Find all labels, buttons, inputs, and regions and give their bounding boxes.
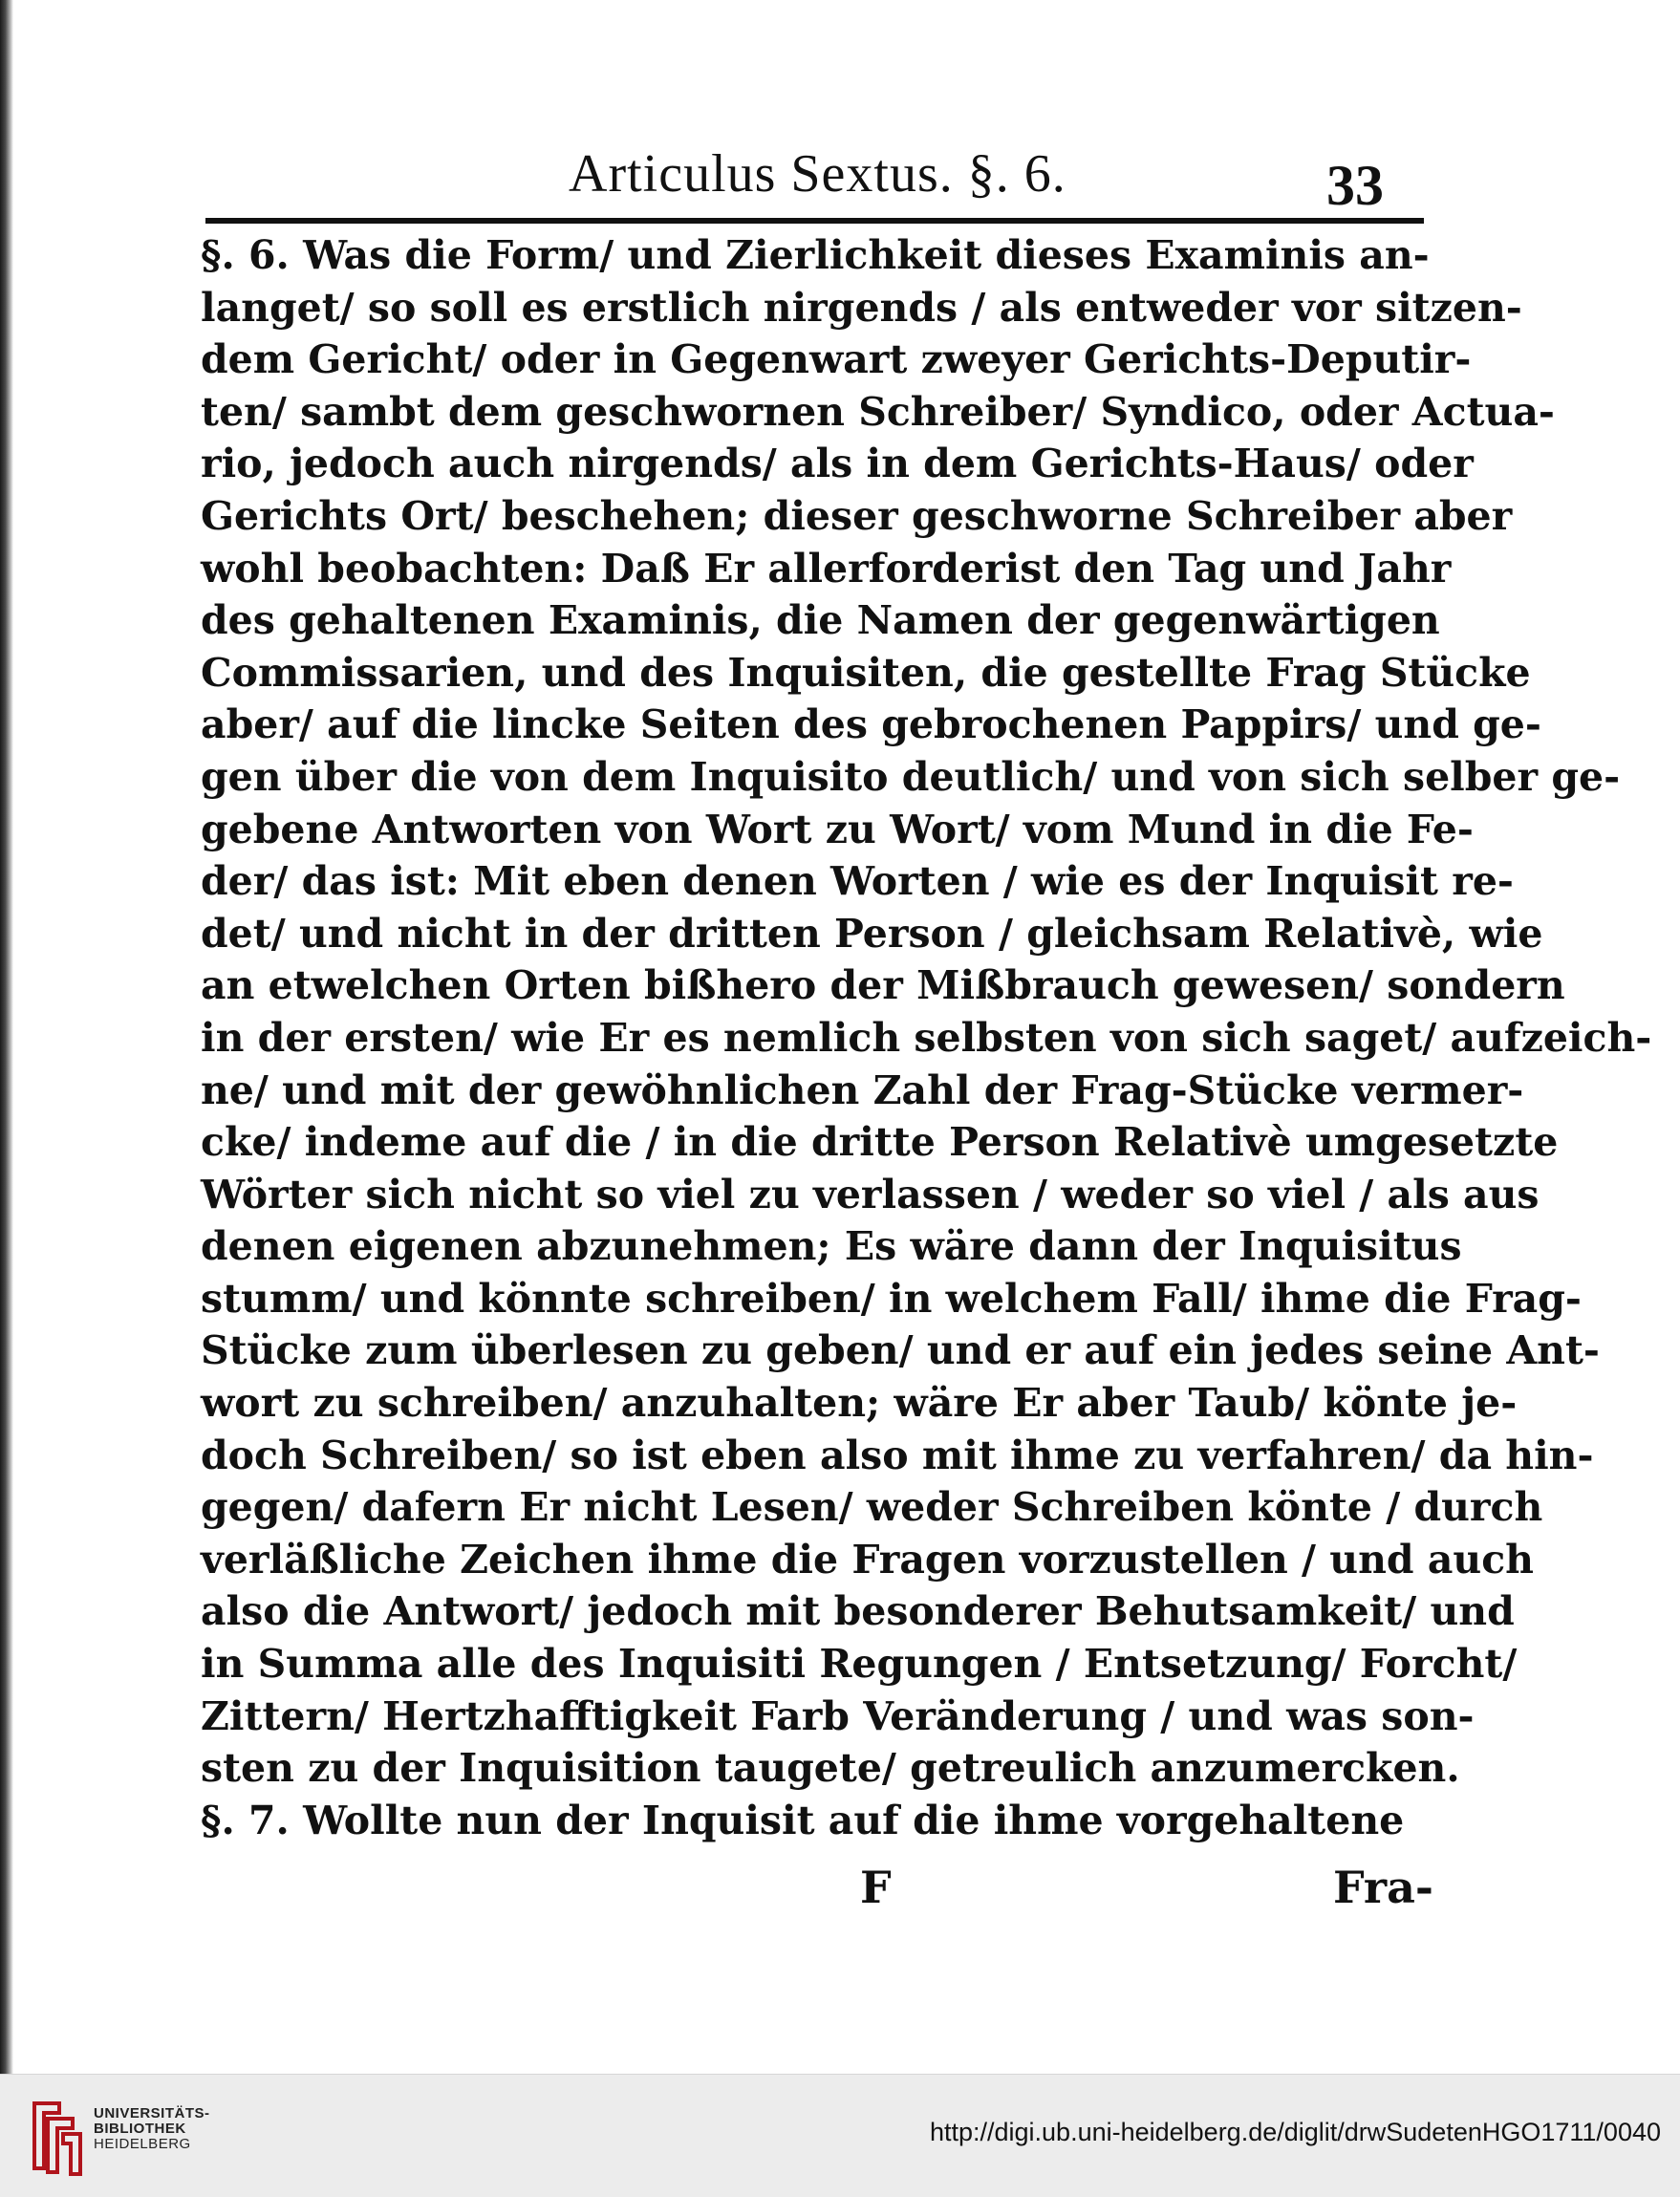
text-line: sten zu der Inquisition taugete/ getreulich anzumercken.	[201, 1745, 1460, 1792]
permalink-url[interactable]: http://digi.ub.uni-heidelberg.de/diglit/drwSudetenHGO1711/0040	[929, 2118, 1661, 2146]
text-line: ne/ und mit der gewöhnlichen Zahl der Frag-Stücke vermer-	[201, 1066, 1524, 1113]
page-number: 33	[1326, 154, 1384, 217]
viewer-footer	[0, 2074, 1680, 2197]
text-line: also die Antwort/ jedoch mit besonderer Behutsamkeit/ und	[201, 1588, 1515, 1635]
text-line: denen eigenen abzunehmen; Es wäre dann der Inquisitus	[201, 1223, 1462, 1270]
library-name-line1: UNIVERSITÄTS-	[94, 2105, 210, 2122]
text-line: §. 7. Wollte nun der Inquisit auf die ihme vorgehaltene	[201, 1797, 1405, 1843]
text-line: langet/ so soll es erstlich nirgends / als entweder vor sitzen-	[201, 284, 1522, 331]
running-head: Articulus Sextus. §. 6.	[569, 144, 1066, 204]
text-line: an etwelchen Orten bißhero der Mißbrauch gewesen/ sondern	[201, 962, 1565, 1009]
text-line: wort zu schreiben/ anzuhalten; wäre Er aber Taub/ könte je-	[201, 1380, 1518, 1427]
text-line: gebene Antworten von Wort zu Wort/ vom Mund in die Fe-	[201, 806, 1474, 852]
text-line: verläßliche Zeichen ihme die Fragen vorzustellen / und auch	[201, 1536, 1534, 1583]
text-line: Wörter sich nicht so viel zu verlassen / weder so viel / als aus	[201, 1171, 1540, 1217]
text-line: gen über die von dem Inquisito deutlich/ und von sich selber ge-	[201, 753, 1621, 800]
text-line: Zittern/ Hertzhafftigkeit Farb Veränderung / und was son-	[201, 1692, 1475, 1739]
text-line: gegen/ dafern Er nicht Lesen/ weder Schreiben könte / durch	[201, 1484, 1543, 1531]
text-line: Commissarien, und des Inquisiten, die gestellte Frag Stücke	[201, 649, 1531, 696]
text-line: in Summa alle des Inquisiti Regungen / Entsetzung/ Forcht/	[201, 1641, 1518, 1688]
text-line: des gehaltenen Examinis, die Namen der gegenwärtigen	[201, 597, 1440, 644]
text-line: in der ersten/ wie Er es nemlich selbsten von sich saget/ aufzeich-	[201, 1014, 1652, 1061]
text-line: Stücke zum überlesen zu geben/ und er auf ein jedes seine Ant-	[201, 1327, 1600, 1374]
text-line: stumm/ und könnte schreiben/ in welchem Fall/ ihme die Frag-	[201, 1275, 1582, 1322]
header-rule	[205, 218, 1424, 224]
library-name	[94, 2106, 210, 2152]
library-name-line2: BIBLIOTHEK	[94, 2121, 186, 2137]
text-line: der/ das ist: Mit eben denen Worten / wie es der Inquisit re-	[201, 858, 1514, 905]
text-line: dem Gericht/ oder in Gegenwart zweyer Gerichts-Deputir-	[201, 336, 1472, 383]
signature-mark: F	[860, 1862, 892, 1913]
catchword: Fra-	[1333, 1862, 1433, 1913]
text-line: cke/ indeme auf die / in die dritte Person Relativè umgesetzte	[201, 1119, 1559, 1166]
text-line: Gerichts Ort/ beschehen; dieser geschworne Schreiber aber	[201, 492, 1513, 539]
text-line: doch Schreiben/ so ist eben also mit ihme zu verfahren/ da hin-	[201, 1432, 1594, 1478]
text-line: ten/ sambt dem geschwornen Schreiber/ Syndico, oder Actua-	[201, 388, 1555, 435]
library-logo-icon	[13, 2092, 101, 2180]
text-line: §. 6. Was die Form/ und Zierlichkeit dieses Examinis an-	[201, 232, 1430, 278]
library-name-line3: HEIDELBERG	[94, 2136, 191, 2152]
text-line: wohl beobachten: Daß Er allerforderist den Tag und Jahr	[201, 545, 1452, 592]
text-line: rio, jedoch auch nirgends/ als in dem Gerichts-Haus/ oder	[201, 441, 1474, 487]
body-text	[201, 229, 1652, 1846]
text-line: det/ und nicht in der dritten Person / gleichsam Relativè, wie	[201, 910, 1543, 957]
text-line: aber/ auf die lincke Seiten des gebrochenen Pappirs/ und ge-	[201, 701, 1541, 748]
